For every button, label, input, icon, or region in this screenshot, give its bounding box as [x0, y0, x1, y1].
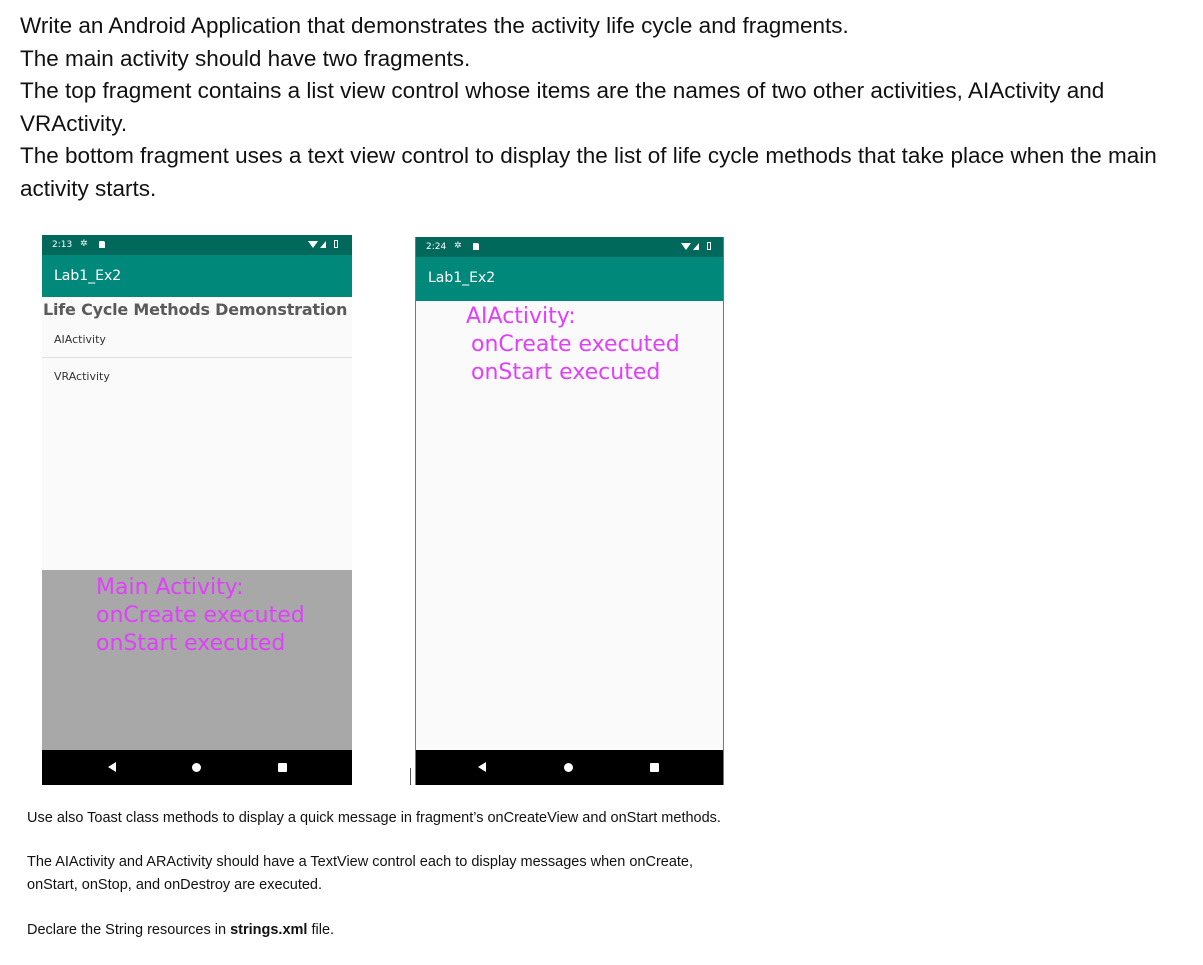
battery-icon: [707, 242, 711, 250]
outro-paragraph-textview: [27, 851, 693, 897]
list-divider: [42, 357, 352, 358]
status-bar: [416, 237, 723, 257]
main-activity-screenshot: [42, 235, 352, 785]
intro-line-2: The main activity should have two fragments.: [20, 45, 471, 71]
outro-paragraph-strings: [27, 919, 334, 942]
aiactivity-screenshot: [415, 237, 724, 785]
wifi-icon: [308, 241, 318, 248]
activity-lifecycle-text: [466, 303, 680, 387]
intro-line-1: Write an Android Application that demonstrates the activity life cycle and fragments.: [20, 13, 849, 38]
bottom-fragment: [42, 570, 352, 750]
app-title: Lab1_Ex2: [54, 268, 122, 284]
app-bar: [416, 257, 723, 301]
status-time: 2:24: [426, 242, 447, 252]
navigation-bar: [416, 750, 723, 785]
lifecycle-line: Main Activity:: [96, 575, 244, 600]
app-bar: [42, 255, 352, 297]
lifecycle-line: onStart executed: [471, 360, 661, 385]
battery-icon: [334, 240, 338, 248]
back-icon[interactable]: [478, 762, 486, 772]
outro-line: onStart, onStop, and onDestroy are executed.: [27, 877, 323, 893]
lifecycle-line: onCreate executed: [471, 332, 680, 357]
home-icon[interactable]: [192, 763, 201, 772]
assignment-intro: [20, 10, 1190, 206]
wifi-icon: [681, 243, 691, 250]
intro-line-3: The top fragment contains a list view control whose items are the names of two other activities, AIActivity and VRActivity.: [20, 78, 1105, 136]
status-time: 2:13: [52, 240, 73, 250]
image-edge-mark: [410, 768, 411, 785]
lifecycle-line: AIActivity:: [466, 304, 576, 329]
settings-gear-icon: ✲: [454, 241, 462, 251]
recents-icon[interactable]: [278, 763, 287, 772]
outro-line: The AIActivity and ARActivity should have a TextView control each to display messages when onCreate,: [27, 854, 694, 870]
sd-card-icon: [99, 241, 105, 248]
navigation-bar: [42, 750, 352, 785]
lifecycle-line: onStart executed: [96, 631, 286, 656]
list-item-aiactivity[interactable]: AIActivity: [54, 333, 106, 346]
app-title: Lab1_Ex2: [428, 270, 496, 286]
signal-icon: [693, 243, 699, 250]
fragment-heading: Life Cycle Methods Demonstration: [43, 300, 348, 319]
lifecycle-text: [96, 574, 305, 658]
settings-gear-icon: ✲: [80, 239, 88, 249]
strings-xml-filename: strings.xml: [230, 922, 308, 938]
lifecycle-line: onCreate executed: [96, 603, 305, 628]
outro-text: file.: [307, 922, 335, 938]
intro-line-4: The bottom fragment uses a text view control to display the list of life cycle methods that take place when the main activity starts.: [20, 143, 1157, 201]
outro-paragraph-toast: Use also Toast class methods to display a quick message in fragment’s onCreateView and onStart methods.: [27, 810, 721, 826]
signal-icon: [320, 241, 326, 248]
status-bar: [42, 235, 352, 255]
home-icon[interactable]: [564, 763, 573, 772]
back-icon[interactable]: [108, 762, 116, 772]
list-item-vractivity[interactable]: VRActivity: [54, 370, 110, 383]
sd-card-icon: [473, 243, 479, 250]
recents-icon[interactable]: [650, 763, 659, 772]
outro-text: Declare the String resources in: [27, 922, 231, 938]
